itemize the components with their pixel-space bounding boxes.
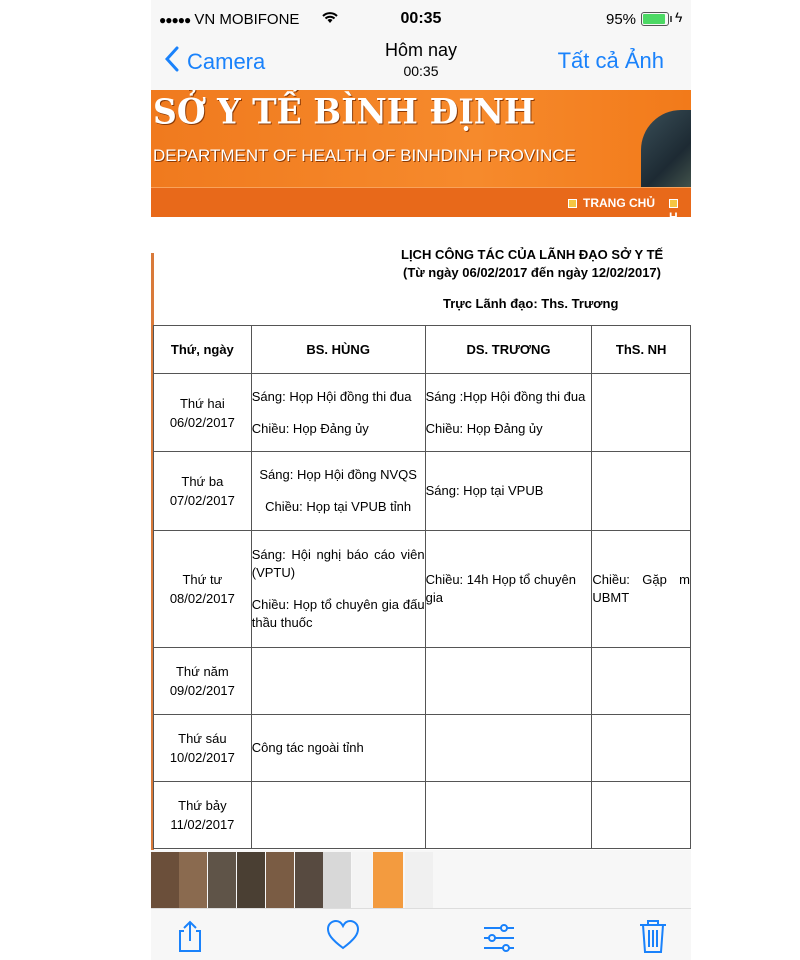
col-header-date: Thứ, ngày — [154, 326, 252, 374]
day-cell: Thứ bảy 11/02/2017 — [154, 782, 252, 849]
square-bullet-icon — [669, 199, 678, 208]
schedule-cell — [592, 782, 691, 849]
website-banner — [151, 90, 691, 187]
schedule-cell — [592, 374, 691, 452]
table-row — [154, 715, 691, 782]
battery-icon — [641, 12, 669, 26]
col-header-truong: DS. TRƯƠNG — [425, 326, 592, 374]
all-photos-button[interactable]: Tất cả Ảnh — [557, 48, 664, 73]
day-cell: Thứ năm 09/02/2017 — [154, 648, 252, 715]
table-row — [154, 531, 691, 648]
schedule-cell — [592, 648, 691, 715]
navigation-bar — [151, 38, 691, 90]
doc-date-range: (Từ ngày 06/02/2017 đến ngày 12/02/2017) — [403, 265, 661, 280]
schedule-cell — [425, 782, 592, 849]
edit-button[interactable] — [482, 919, 516, 953]
banner-subtitle: DEPARTMENT OF HEALTH OF BINHDINH PROVINCE — [153, 146, 576, 165]
schedule-table — [153, 325, 691, 849]
col-header-nh: ThS. NH — [592, 326, 691, 374]
charging-icon: ϟ — [675, 9, 683, 25]
bottom-toolbar — [151, 908, 691, 960]
signal-icon: ●●●●● — [159, 13, 191, 27]
day-cell: Thứ hai 06/02/2017 — [154, 374, 252, 452]
schedule-cell — [251, 648, 425, 715]
back-label: Camera — [187, 49, 266, 74]
schedule-cell — [425, 715, 592, 782]
thumb-8[interactable] — [352, 852, 372, 908]
schedule-cell: Công tác ngoài tỉnh — [251, 715, 425, 782]
doc-title: LỊCH CÔNG TÁC CỦA LÃNH ĐẠO SỞ Y TẾ — [401, 247, 664, 262]
thumb-1[interactable] — [151, 852, 179, 908]
share-button[interactable] — [173, 919, 207, 953]
col-header-hung: BS. HÙNG — [251, 326, 425, 374]
nav-subtitle: 00:35 — [403, 63, 439, 79]
photos-app — [151, 0, 691, 960]
schedule-cell — [592, 715, 691, 782]
menu-item-home: TRANG CHỦ — [568, 196, 655, 210]
day-cell: Thứ tư 08/02/2017 — [154, 531, 252, 648]
thumb-9[interactable] — [373, 852, 403, 908]
thumb-7[interactable] — [323, 852, 351, 908]
favorite-button[interactable] — [326, 919, 360, 953]
table-row — [154, 374, 691, 452]
schedule-cell — [592, 452, 691, 531]
table-row — [154, 648, 691, 715]
share-icon — [173, 919, 207, 953]
carrier: ●●●●● VN MOBIFONE — [159, 11, 300, 28]
website-menu — [151, 187, 691, 218]
banner-picture — [641, 110, 691, 187]
status-bar — [151, 0, 691, 38]
battery-nub — [670, 16, 672, 22]
thumb-4[interactable] — [237, 852, 265, 908]
schedule-cell — [251, 782, 425, 849]
heart-icon — [326, 919, 360, 953]
schedule-cell — [425, 648, 592, 715]
schedule-cell: Sáng: Hội nghị báo cáo viên (VPTU) Chiều: Họp tổ chuyên gia đấu thầu thuốc — [251, 531, 425, 648]
schedule-cell: Sáng :Họp Hội đồng thi đua Chiều: Họp Đảng ủy — [425, 374, 592, 452]
schedule-cell: Chiều: 14h Họp tổ chuyên gia — [425, 531, 592, 648]
schedule-cell: Sáng: Họp Hội đồng thi đua Chiều: Họp Đảng ủy — [251, 374, 425, 452]
schedule-cell: Chiều: Gặp m UBMT — [592, 531, 691, 648]
thumb-6[interactable] — [295, 852, 323, 908]
thumb-3[interactable] — [208, 852, 236, 908]
schedule-document — [151, 217, 691, 850]
edit-sliders-icon — [482, 919, 516, 953]
battery-percent: 95% — [606, 11, 637, 28]
table-header-row — [154, 326, 691, 374]
doc-duty: Trực Lãnh đạo: Ths. Trương — [443, 296, 619, 311]
thumbnail-strip[interactable] — [151, 850, 691, 908]
table-row — [154, 452, 691, 531]
square-bullet-icon — [568, 199, 577, 208]
photo-view[interactable] — [151, 90, 691, 850]
nav-title: Hôm nay — [384, 40, 458, 60]
schedule-cell: Sáng: Họp Hội đồng NVQS Chiều: Họp tại VPUB tỉnh — [251, 452, 425, 531]
battery-fill — [643, 14, 665, 24]
trash-icon — [636, 919, 670, 953]
thumb-5[interactable] — [266, 852, 294, 908]
schedule-cell: Sáng: Họp tại VPUB — [425, 452, 592, 531]
clock: 00:35 — [400, 10, 442, 27]
table-row — [154, 782, 691, 849]
day-cell: Thứ ba 07/02/2017 — [154, 452, 252, 531]
banner-title: SỞ Y TẾ BÌNH ĐỊNH — [153, 91, 536, 132]
day-cell: Thứ sáu 10/02/2017 — [154, 715, 252, 782]
delete-button[interactable] — [636, 919, 670, 953]
thumb-10[interactable] — [405, 852, 433, 908]
thumb-2[interactable] — [179, 852, 207, 908]
